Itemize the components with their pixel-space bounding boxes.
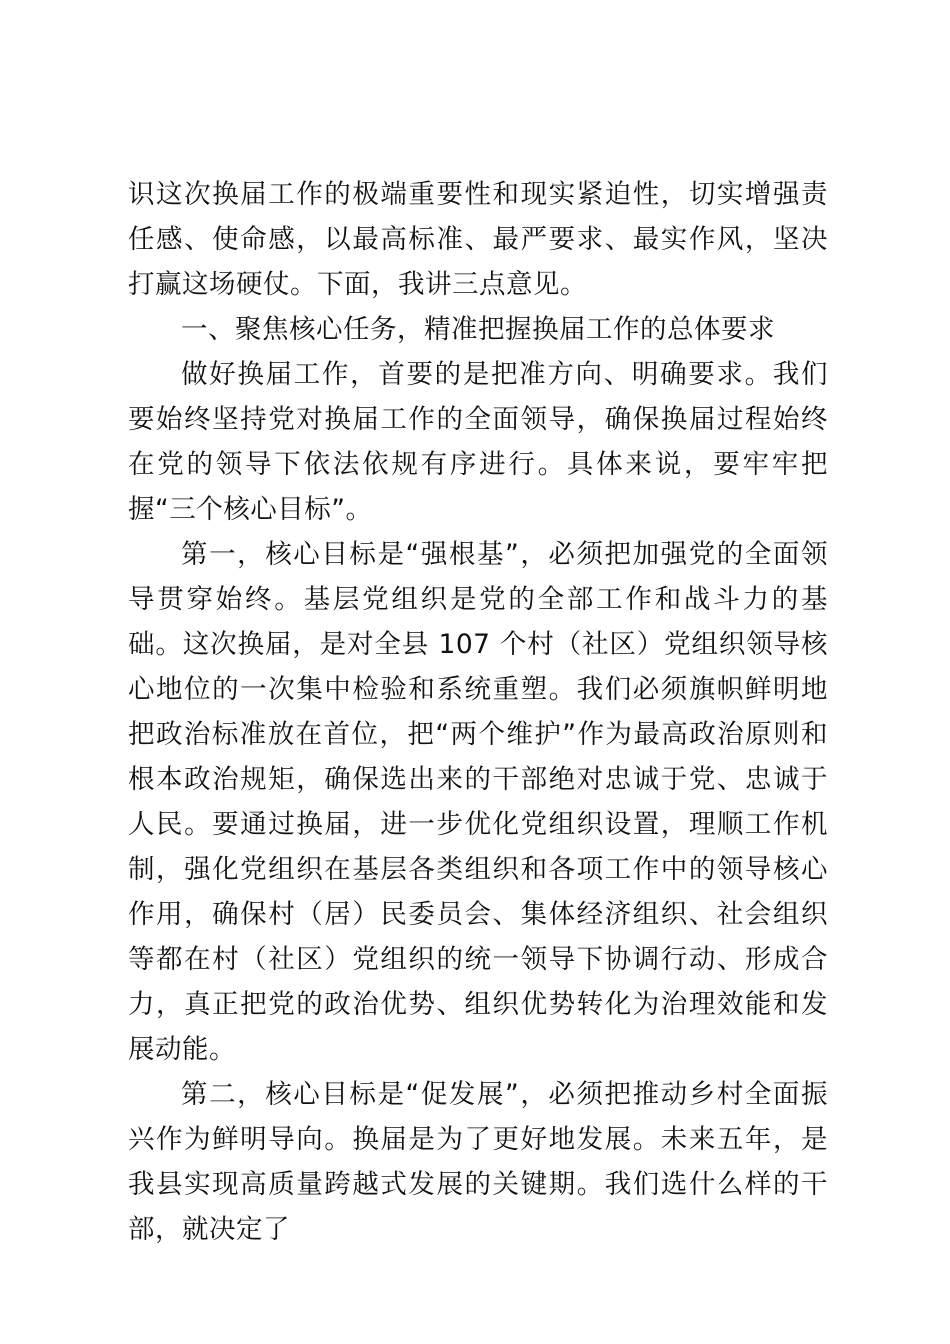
section-heading: 一、聚焦核心任务，精准把握换届工作的总体要求: [181, 314, 775, 345]
paragraph-intro: 做好换届工作，首要的是把准方向、明确要求。我们要始终坚持党对换届工作的全面领导，确保换届过程始终在党的领导下依法依规有序进行。具体来说，要牢牢把握“三个核心目标”。: [128, 359, 828, 525]
paragraph-continuation: 识这次换届工作的极端重要性和现实紧迫性，切实增强责任感、使命感，以最高标准、最严要求、最实作风，坚决打赢这场硬仗。下面，我讲三点意见。: [128, 179, 828, 300]
paragraph-first-goal: 第一，核心目标是“强根基”，必须把加强党的全面领导贯穿始终。基层党组织是党的全部工作和战斗力的基础。这次换届，是对全县 107 个村（社区）党组织领导核心地位的一次集中检验和系统重塑。我们必须旗帜鲜明地把政治标准放在首位，把“两个维护”作为最高政治原则和根本政治规矩，确保选出来的干部绝对忠诚于党、忠诚于人民。要通过换届，进一步优化党组织设置，理顺工作机制，强化党组织在基层各类组织和各项工作中的领导核心作用，确保村（居）民委员会、集体经济组织、社会组织等都在村（社区）党组织的统一领导下协调行动、形成合力，真正把党的政治优势、组织优势转化为治理效能和发展动能。: [128, 539, 828, 1065]
paragraph-second-goal: 第二，核心目标是“促发展”，必须把推动乡村全面振兴作为鲜明导向。换届是为了更好地发展。未来五年，是我县实现高质量跨越式发展的关键期。我们选什么样的干部，就决定了: [128, 1079, 828, 1245]
document-body: [128, 172, 828, 1252]
